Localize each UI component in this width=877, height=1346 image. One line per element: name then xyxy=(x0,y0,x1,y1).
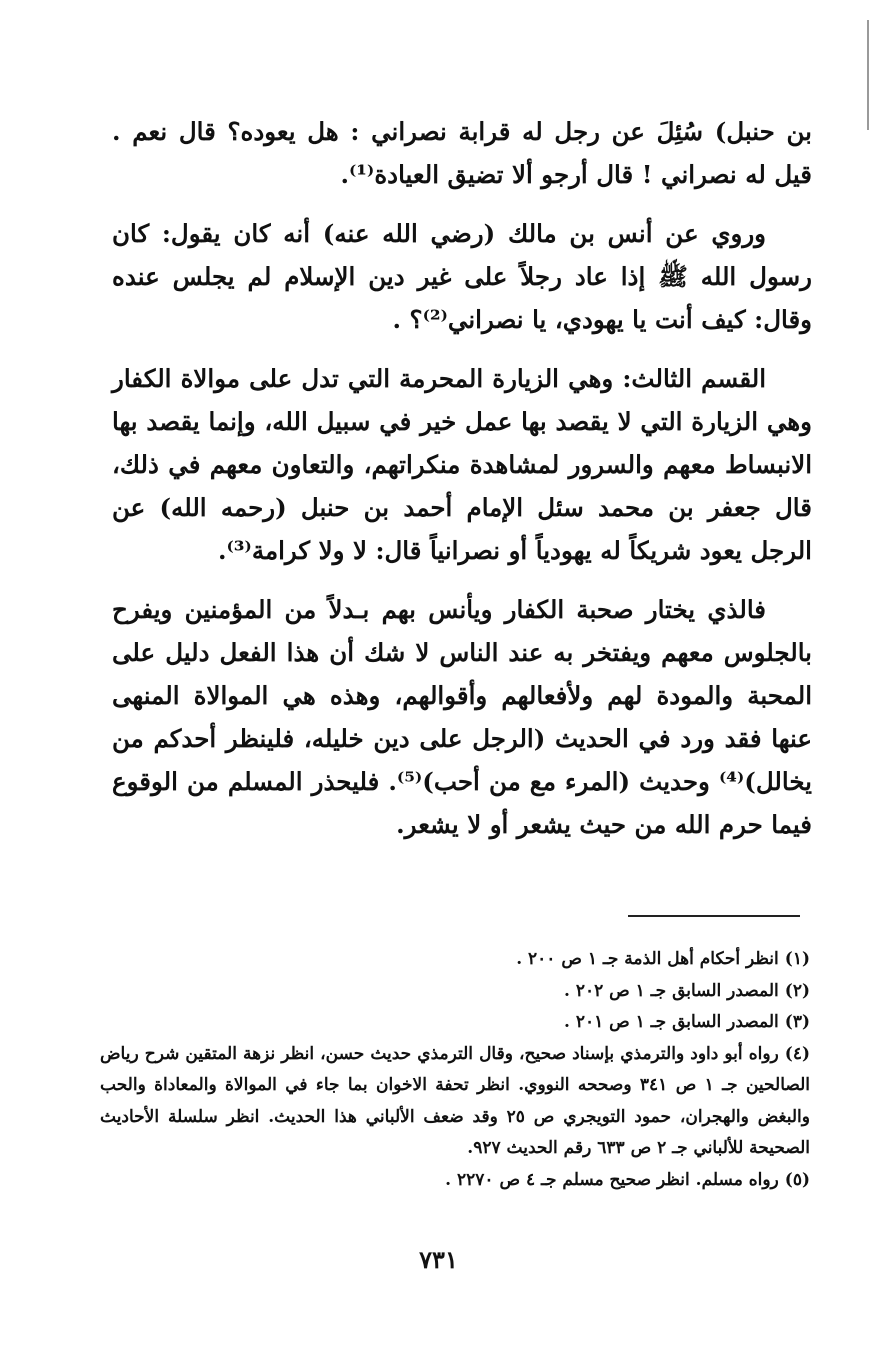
paragraph-2: وروي عن أنس بن مالك (رضي الله عنه) أنه كان يقول: كان رسول الله ﷺ إذا عاد رجلاً على غير دين الإسلام لم يجلس عنده وقال: كيف أنت يا يهودي، يا نصراني⁽²⁾؟ . xyxy=(112,219,812,334)
section-heading: القسم الثالث: xyxy=(622,364,767,393)
page-edge-shadow xyxy=(867,20,869,130)
footnote-text: انظر أحكام أهل الذمة جـ ١ ص ٢٠٠ . xyxy=(516,949,779,969)
paragraph-3 xyxy=(112,357,812,572)
footnotes xyxy=(100,944,810,1196)
footnote-number: (٣) xyxy=(784,1012,810,1032)
footnote-text: رواه مسلم. انظر صحيح مسلم جـ ٤ ص ٢٢٧٠ . xyxy=(445,1169,779,1190)
footnote-text: رواه أبو داود والترمذي بإسناد صحيح، وقال الترمذي حديث حسن، انظر نزهة المتقين شرح رياض الصالحين جـ ١ ص ٣٤١ وصححه النووي. انظر تحفة الاخوان بما جاء في الموالاة والمعاداة والحب والبغض والهجران، حمود التويجري ص ٢٥ وقد ضعف الألباني هذا الحديث. انظر سلسلة الأحاديث الصحيحة للألباني جـ ٢ ص ٦٣٣ رقم الحديث ٩٢٧. xyxy=(100,1043,811,1158)
paragraph-4: فالذي يختار صحبة الكفار ويأنس بهم بـدلاً من المؤمنين ويفرح بالجلوس معهم ويفتخر به عند الناس لا شك أن هذا الفعل دليل على المحبة والمودة لهم ولأفعالهم وأقوالهم، وهذه هي الموالاة المنهى عنها فقد ورد في الحديث (الرجل على دين خليله، فلينظر أحدكم من يخالل)⁽⁴⁾ وحديث (المرء مع من أحب)⁽⁵⁾. فليحذر المسلم من الوقوع فيما حرم الله من حيث يشعر أو لا يشعر. xyxy=(112,595,812,839)
footnote-1 xyxy=(100,944,810,976)
footnote-4 xyxy=(100,1039,810,1165)
footnote-text: المصدر السابق جـ ١ ص ٢٠١ . xyxy=(563,1012,779,1032)
footnote-number: (٤) xyxy=(784,1043,810,1064)
footnote-number: (٥) xyxy=(784,1169,810,1190)
footnote-text: المصدر السابق جـ ١ ص ٢٠٢ . xyxy=(563,980,779,1001)
footnote-number: (٢) xyxy=(784,980,810,1001)
footnote-2 xyxy=(100,976,810,1008)
footnote-separator xyxy=(628,915,800,917)
paragraph-1: بن حنبل) سُئِلَ عن رجل له قرابة نصراني : هل يعوده؟ قال نعم . قيل له نصراني ! قال أرجو ألا تضيق العيادة⁽¹⁾. xyxy=(112,117,812,189)
footnote-5 xyxy=(100,1165,810,1197)
footnote-number: (١) xyxy=(784,949,810,969)
footnote-3 xyxy=(100,1007,810,1039)
paragraph-3-text: وهي الزيارة المحرمة التي تدل على موالاة الكفار وهي الزيارة التي لا يقصد بها عمل خير في سبيل الله، وإنما يقصد بها الانبساط معهم والسرور لمشاهدة منكراتهم، والتعاون معهم في ذلك، قال جعفر بن محمد سئل الإمام أحمد بن حنبل (رحمه الله) عن الرجل يعود شريكاً له يهودياً أو نصرانياً قال: لا ولا كرامة⁽³⁾. xyxy=(112,364,812,565)
page-number: ٧٣١ xyxy=(419,1245,458,1274)
main-text xyxy=(112,110,812,862)
